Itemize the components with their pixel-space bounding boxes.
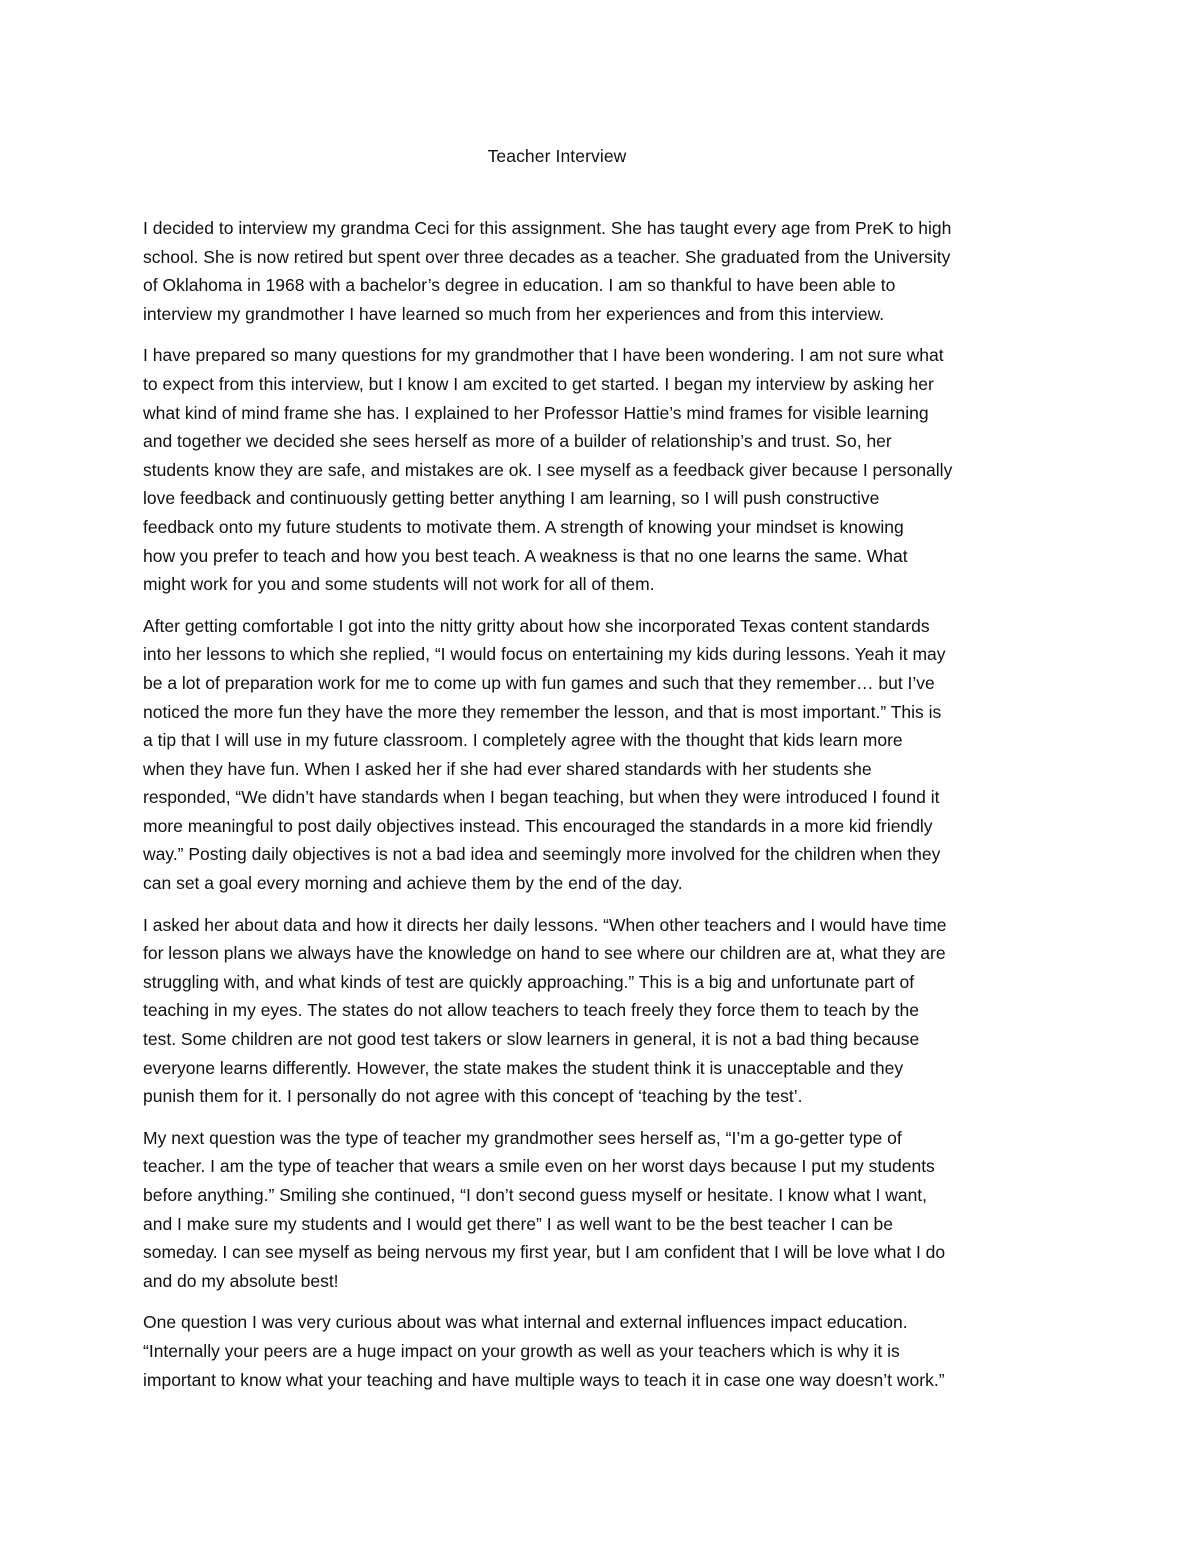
text-line: way.” Posting daily objectives is not a bad idea and seemingly more involved for the children when they xyxy=(143,844,941,865)
text-line: I decided to interview my grandma Ceci for this assignment. She has taught every age from PreK to high xyxy=(143,218,952,238)
text-line: and I make sure my students and I would get there” I as well want to be the best teacher I can be xyxy=(143,1213,894,1234)
paragraph-teacher-type xyxy=(143,1124,1077,1296)
document-body xyxy=(143,214,1077,1407)
text-line: of Oklahoma in 1968 with a bachelor’s degree in education. I am so thankful to have been able to xyxy=(143,275,896,296)
paragraph-data xyxy=(143,911,1077,1111)
text-line: test. Some children are not good test takers or slow learners in general, it is not a bad thing because xyxy=(143,1029,920,1050)
text-line: to expect from this interview, but I know I am excited to get started. I began my interview by asking her xyxy=(143,373,934,394)
paragraph-standards xyxy=(143,612,1077,898)
text-line: I asked her about data and how it directs her daily lessons. “When other teachers and I would have time xyxy=(143,914,947,935)
text-line: more meaningful to post daily objectives instead. This encouraged the standards in a more kid friendly xyxy=(143,815,933,836)
text-line: and do my absolute best! xyxy=(143,1270,339,1291)
text-line: teacher. I am the type of teacher that wears a smile even on her worst days because I put my students xyxy=(143,1156,935,1177)
text-line: how you prefer to teach and how you best teach. A weakness is that no one learns the same. What xyxy=(143,545,908,566)
text-line: feedback onto my future students to motivate them. A strength of knowing your mindset is knowing xyxy=(143,516,904,537)
text-line: into her lessons to which she replied, “I would focus on entertaining my kids during lessons. Yeah it may xyxy=(143,644,946,665)
text-line: might work for you and some students will not work for all of them. xyxy=(143,574,655,595)
text-line: love feedback and continuously getting better anything I am learning, so I will push constructive xyxy=(143,488,880,509)
text-line: interview my grandmother I have learned so much from her experiences and from this interview. xyxy=(143,303,885,324)
text-line: My next question was the type of teacher my grandmother sees herself as, “I’m a go-getter type of xyxy=(143,1127,902,1148)
text-line: when they have fun. When I asked her if she had ever shared standards with her students she xyxy=(143,758,872,779)
paragraph-influences xyxy=(143,1308,1077,1394)
paragraph-mind-frames xyxy=(143,341,1077,598)
text-line: and together we decided she sees herself as more of a builder of relationship’s and trust. So, her xyxy=(143,431,892,452)
text-line: “Internally your peers are a huge impact on your growth as well as your teachers which is why it is xyxy=(143,1340,900,1361)
text-line: school. She is now retired but spent over three decades as a teacher. She graduated from the University xyxy=(143,246,951,267)
text-line: a tip that I will use in my future classroom. I completely agree with the thought that kids learn more xyxy=(143,730,903,751)
text-line: someday. I can see myself as being nervous my first year, but I am confident that I will be love what I do xyxy=(143,1242,946,1263)
text-line: can set a goal every morning and achieve them by the end of the day. xyxy=(143,873,683,894)
text-line: After getting comfortable I got into the nitty gritty about how she incorporated Texas content standards xyxy=(143,615,930,636)
paragraph-intro xyxy=(143,214,1077,328)
text-line: for lesson plans we always have the knowledge on hand to see where our children are at, what they are xyxy=(143,943,946,964)
text-line: everyone learns differently. However, the state makes the student think it is unacceptable and they xyxy=(143,1057,904,1078)
text-line: students know they are safe, and mistakes are ok. I see myself as a feedback giver because I personally xyxy=(143,459,953,480)
text-line: punish them for it. I personally do not agree with this concept of ‘teaching by the test’. xyxy=(143,1086,803,1107)
text-line: I have prepared so many questions for my grandmother that I have been wondering. I am not sure what xyxy=(143,345,944,366)
text-line: responded, “We didn’t have standards when I began teaching, but when they were introduced I found it xyxy=(143,787,940,808)
text-line: be a lot of preparation work for me to come up with fun games and such that they remember… but I’ve xyxy=(143,672,935,693)
text-line: One question I was very curious about was what internal and external influences impact education. xyxy=(143,1312,908,1333)
text-line: struggling with, and what kinds of test are quickly approaching.” This is a big and unfortunate part of xyxy=(143,971,915,992)
text-line: before anything.” Smiling she continued, “I don’t second guess myself or hesitate. I know what I want, xyxy=(143,1185,928,1205)
text-line: teaching in my eyes. The states do not allow teachers to teach freely they force them to teach by the xyxy=(143,1000,919,1021)
text-line: what kind of mind frame she has. I explained to her Professor Hattie’s mind frames for visible learning xyxy=(143,402,929,423)
document-title: Teacher Interview xyxy=(487,146,627,166)
text-line: important to know what your teaching and have multiple ways to teach it in case one way doesn’t work.” xyxy=(143,1369,945,1390)
text-line: noticed the more fun they have the more they remember the lesson, and that is most important.” This is xyxy=(143,701,942,722)
